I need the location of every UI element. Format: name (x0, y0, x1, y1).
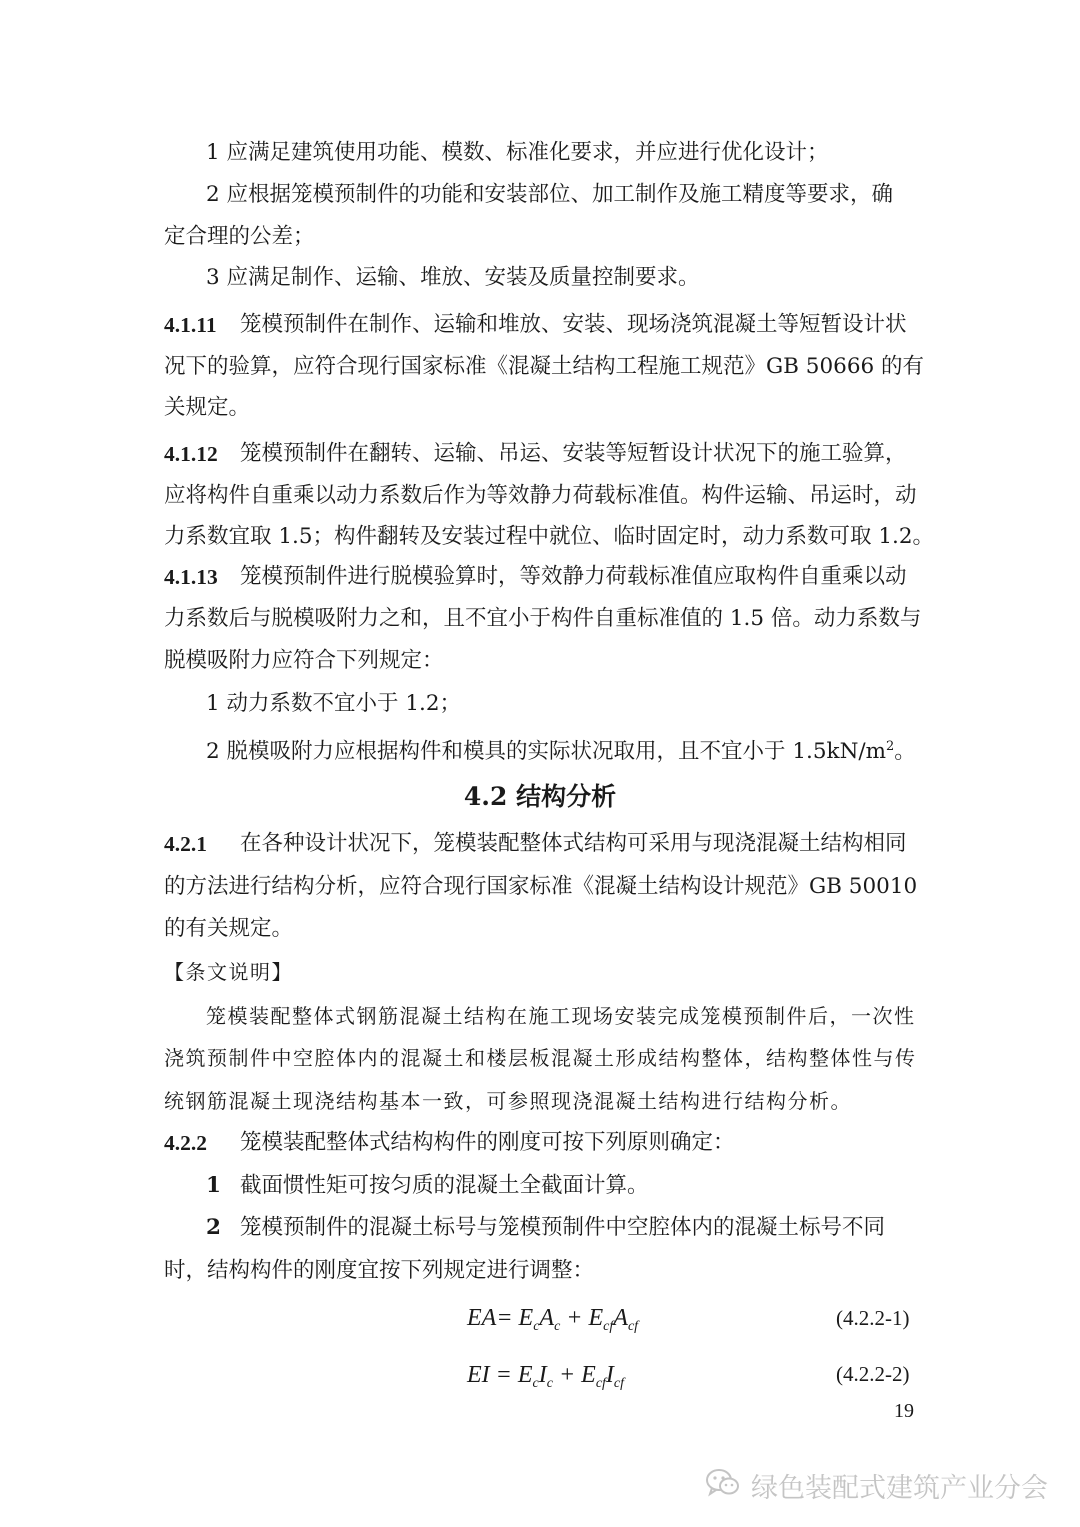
list-item (206, 733, 916, 766)
note-line: 笼模装配整体式钢筋混凝土结构在施工现场安装完成笼模预制件后，一次性 (206, 1004, 916, 1028)
list-item-text-end: 。 (894, 739, 916, 765)
paragraph-line: 况下的验算，应符合现行国家标准《混凝土结构工程施工规范》GB 50666 的有 (164, 354, 925, 379)
paragraph-line: 笼模装配整体式结构构件的刚度可按下列原则确定： (240, 1130, 735, 1155)
clause-number: 4.2.1 (164, 832, 207, 856)
clause-number: 4.1.11 (164, 313, 217, 337)
paragraph-line: 时，结构构件的刚度宜按下列规定进行调整： (164, 1258, 595, 1283)
note-line: 统钢筋混凝土现浇结构基本一致，可参照现浇混凝土结构进行结构分析。 (164, 1089, 852, 1113)
note-heading: 【条文说明】 (164, 960, 293, 984)
list-item: 1 动力系数不宜小于 1.2； (206, 691, 462, 716)
watermark (705, 1465, 1048, 1505)
wechat-icon (705, 1468, 741, 1502)
list-item: 2 应根据笼模预制件的功能和安装部位、加工制作及施工精度等要求，确 (206, 182, 894, 207)
paragraph-line: 的方法进行结构分析，应符合现行国家标准《混凝土结构设计规范》GB 50010 (164, 874, 918, 899)
note-line: 浇筑预制件中空腔体内的混凝土和楼层板混凝土形成结构整体，结构整体性与传 (164, 1046, 917, 1070)
formula-ea: $EA= E_cA_c + E_{cf}A_{cf}$ (467, 1305, 639, 1334)
list-item: 笼模预制件的混凝土标号与笼模预制件中空腔体内的混凝土标号不同 (240, 1215, 886, 1240)
clause-number: 4.1.12 (164, 442, 218, 466)
list-number: 2 (206, 1215, 221, 1240)
equation-number: (4.2.2-2) (836, 1362, 910, 1386)
formula-ei: EI = $E_cI_c + E_{cf}I_{cf}$ (467, 1362, 625, 1391)
list-item: 截面惯性矩可按匀质的混凝土全截面计算。 (240, 1173, 649, 1198)
paragraph-line: 笼模预制件进行脱模验算时，等效静力荷载标准值应取构件自重乘以动 (240, 564, 907, 589)
section-heading: 4.2 结构分析 (463, 782, 617, 811)
paragraph-line: 脱模吸附力应符合下列规定： (164, 648, 444, 673)
list-item-text: 2 脱模吸附力应根据构件和模具的实际状况取用，且不宜小于 1.5kN/m (206, 739, 887, 765)
paragraph-line: 力系数宜取 1.5；构件翻转及安装过程中就位、临时固定时，动力系数可取 1.2。 (164, 524, 935, 549)
paragraph-line: 笼模预制件在翻转、运输、吊运、安装等短暂设计状况下的施工验算， (240, 441, 907, 466)
paragraph-line: 在各种设计状况下，笼模装配整体式结构可采用与现浇混凝土结构相同 (240, 831, 907, 856)
paragraph-line: 定合理的公差； (164, 224, 315, 249)
list-number: 1 (206, 1173, 221, 1198)
list-item: 1 应满足建筑使用功能、模数、标准化要求，并应进行优化设计； (206, 140, 829, 165)
clause-number: 4.2.2 (164, 1131, 207, 1155)
equation-number: (4.2.2-1) (836, 1306, 910, 1330)
page-number: 19 (894, 1400, 914, 1422)
list-item: 3 应满足制作、运输、堆放、安装及质量控制要求。 (206, 265, 700, 290)
paragraph-line: 力系数后与脱模吸附力之和，且不宜小于构件自重标准值的 1.5 倍。动力系数与 (164, 606, 922, 631)
paragraph-line: 关规定。 (164, 395, 251, 420)
clause-number: 4.1.13 (164, 565, 218, 589)
paragraph-line: 应将构件自重乘以动力系数后作为等效静力荷载标准值。构件运输、吊运时，动 (164, 483, 917, 508)
paragraph-line: 的有关规定。 (164, 916, 294, 941)
paragraph-line: 笼模预制件在制作、运输和堆放、安装、现场浇筑混凝土等短暂设计状 (240, 312, 907, 337)
superscript: 2 (886, 739, 895, 754)
watermark-text: 绿色装配式建筑产业分会 (751, 1472, 1048, 1504)
